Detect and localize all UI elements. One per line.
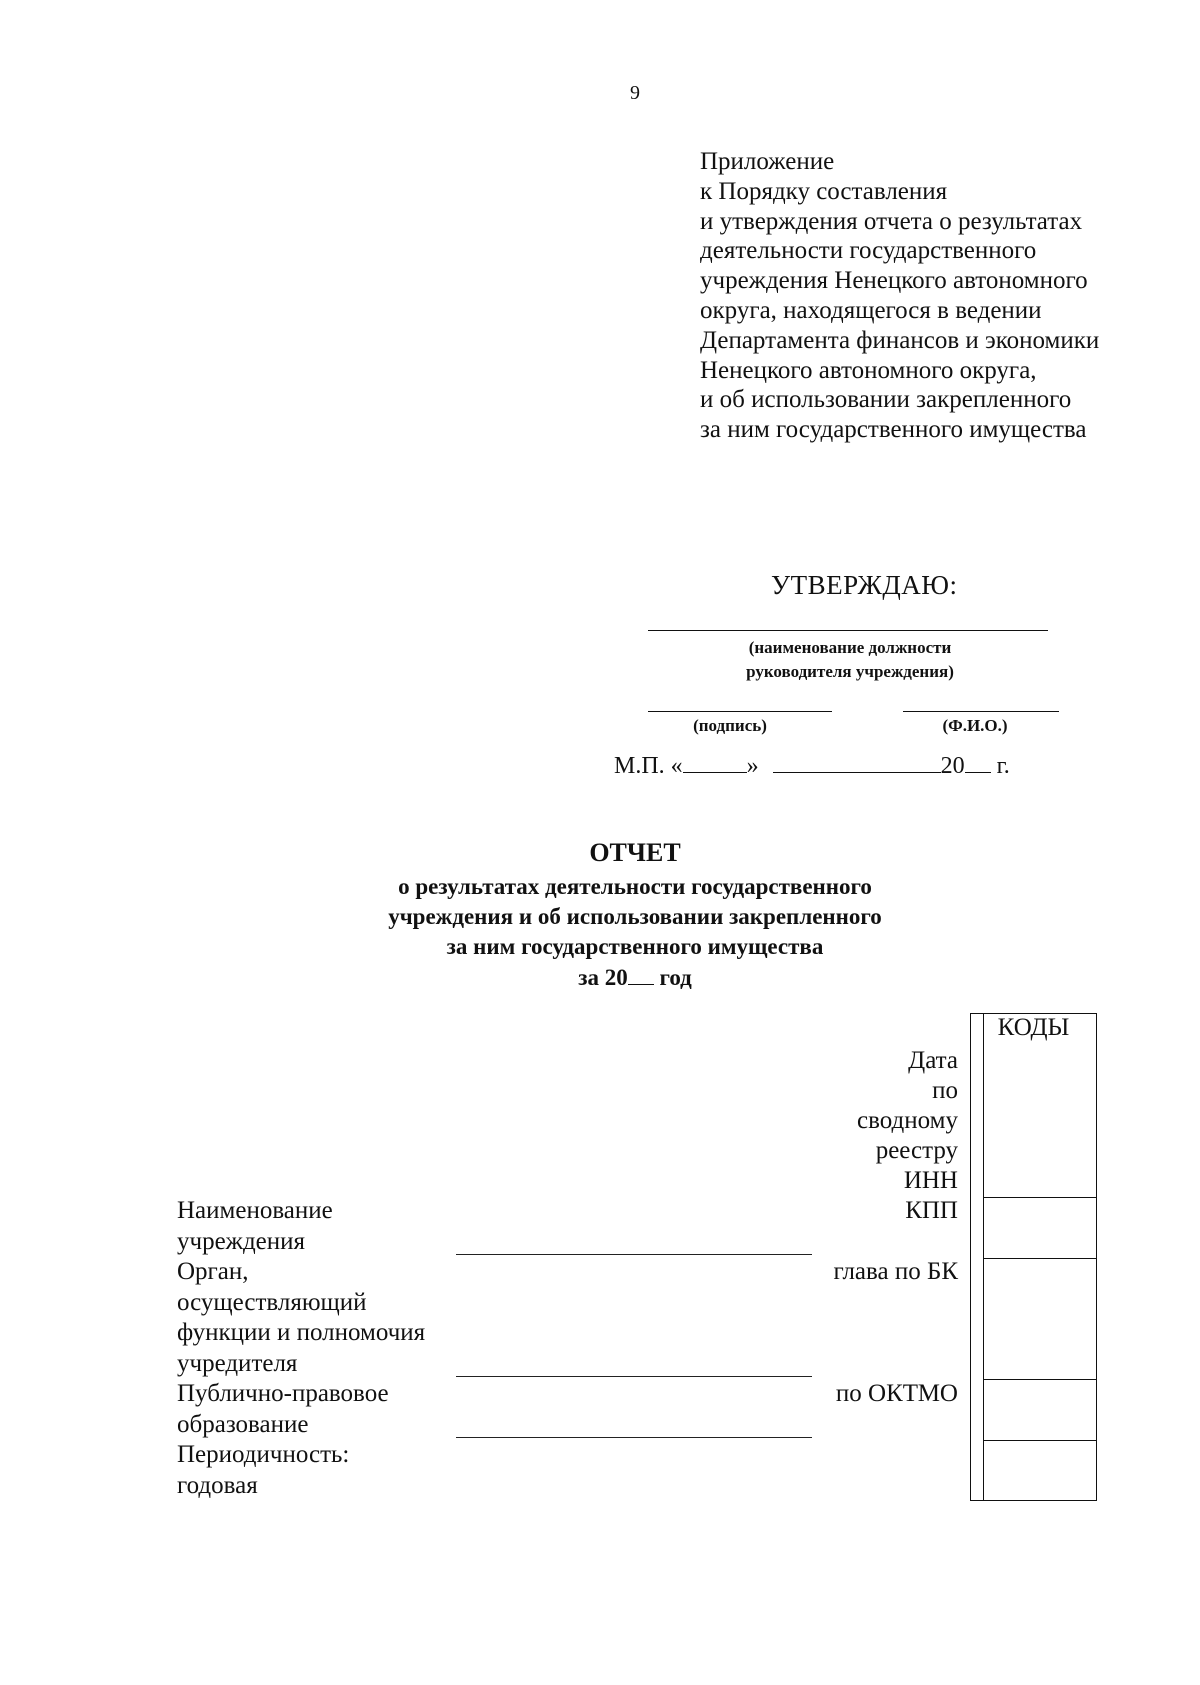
period-prefix: за 20 — [578, 965, 628, 990]
appendix-line: за ним государственного имущества — [700, 416, 1087, 444]
appendix-line: Ненецкого автономного округа, — [700, 356, 1037, 384]
year-blank — [965, 752, 991, 773]
field-label-entity: образование — [177, 1410, 309, 1438]
year-prefix: 20 — [940, 753, 965, 779]
period-year-blank — [628, 962, 654, 985]
appendix-line: учреждения Ненецкого автономного — [700, 267, 1088, 295]
approval-title: УТВЕРЖДАЮ: — [771, 570, 958, 600]
appendix-line: и утверждения отчета о результатах — [700, 207, 1083, 235]
name-caption: (Ф.И.О.) — [942, 716, 1008, 735]
appendix-line: и об использовании закрепленного — [700, 386, 1072, 414]
codes-row-separator — [983, 1440, 1096, 1441]
page-number: 9 — [630, 82, 640, 104]
report-subtitle-line: учреждения и об использовании закрепленного — [388, 904, 882, 929]
field-label-founder: функции и полномочия — [177, 1319, 426, 1346]
institution-field-line — [456, 1254, 812, 1255]
position-caption — [650, 636, 1050, 684]
founder-field-line — [456, 1376, 812, 1377]
day-blank — [683, 752, 747, 773]
year-suffix: г. — [996, 753, 1010, 779]
code-label-registry: сводному — [857, 1107, 958, 1134]
signature-line — [648, 711, 832, 712]
appendix-line: Департамента финансов и экономики — [700, 326, 1100, 354]
codes-row-separator — [983, 1379, 1096, 1380]
appendix-note — [700, 147, 1099, 445]
month-blank — [773, 752, 941, 773]
stamp-date-line — [614, 752, 1010, 780]
signature-caption: (подпись) — [693, 716, 767, 735]
field-label-institution: учреждения — [177, 1227, 306, 1255]
position-line — [648, 630, 1048, 631]
code-label-registry: реестру — [875, 1137, 958, 1164]
field-label-periodicity: Периодичность: — [177, 1441, 350, 1468]
position-caption-line: руководителя учреждения) — [746, 662, 954, 681]
codes-row-separator — [983, 1258, 1096, 1259]
appendix-line: Приложение — [700, 148, 835, 175]
field-label-institution: Наименование — [177, 1197, 333, 1224]
report-subtitle-line: за ним государственного имущества — [446, 934, 824, 959]
codes-divider — [983, 1014, 984, 1500]
quote-close: » — [746, 753, 759, 779]
report-subtitle — [0, 872, 1200, 993]
field-label-entity: Публично-правовое — [177, 1380, 389, 1407]
code-label-kpp: КПП — [905, 1197, 958, 1224]
position-caption-line: (наименование должности — [748, 638, 952, 657]
codes-row-separator — [983, 1197, 1096, 1198]
field-label-founder: учредителя — [177, 1349, 298, 1377]
code-label-date: Дата — [908, 1047, 958, 1074]
codes-table — [970, 1013, 1097, 1501]
period-suffix: год — [659, 965, 692, 990]
entity-field-line — [456, 1437, 812, 1438]
appendix-line: округа, находящегося в ведении — [700, 296, 1042, 324]
field-label-founder: осуществляющий — [177, 1288, 367, 1316]
code-label-inn: ИНН — [903, 1167, 958, 1194]
report-subtitle-line: о результатах деятельности государственного — [398, 874, 872, 899]
appendix-line: к Порядку составления — [700, 177, 948, 205]
stamp-label: М.П. « — [614, 753, 683, 779]
codes-header: КОДЫ — [997, 1014, 1070, 1041]
name-line — [903, 711, 1059, 712]
code-label-registry: по — [932, 1077, 958, 1104]
report-title: ОТЧЕТ — [589, 838, 681, 867]
code-label-oktmo: по ОКТМО — [835, 1380, 958, 1407]
field-label-periodicity: годовая — [177, 1471, 258, 1499]
report-period — [0, 962, 1200, 993]
field-label-founder: Орган, — [177, 1258, 249, 1285]
appendix-line: деятельности государственного — [700, 237, 1037, 265]
report-fields — [177, 1196, 425, 1501]
code-label-bk: глава по БК — [833, 1258, 958, 1285]
